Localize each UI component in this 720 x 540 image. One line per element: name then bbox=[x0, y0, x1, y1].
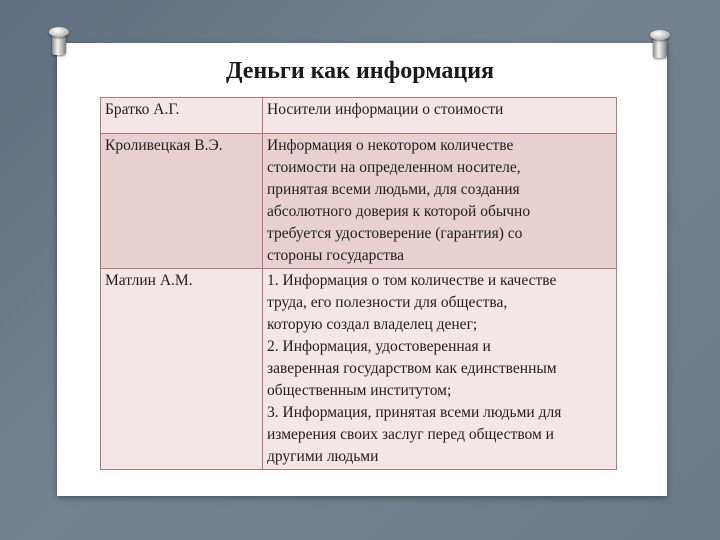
pushpin-icon bbox=[52, 33, 66, 55]
definition-line: 3. Информация, принятая всеми людьми для bbox=[267, 404, 562, 421]
definition-cell bbox=[263, 269, 617, 470]
table-row bbox=[101, 134, 617, 269]
definition-line: стоимости на определенном носителе, bbox=[267, 159, 521, 176]
definition-line: измерения своих заслуг перед обществом и bbox=[267, 426, 554, 443]
author-cell: Братко А.Г. bbox=[101, 98, 263, 134]
table-row bbox=[101, 269, 617, 470]
definition-line: другими людьми bbox=[267, 448, 379, 465]
definition-line: Информация о некотором количестве bbox=[267, 137, 514, 154]
pushpin-icon bbox=[653, 36, 667, 58]
definition-cell bbox=[263, 134, 617, 269]
definition-line: Носители информации о стоимости bbox=[267, 101, 504, 118]
definition-line: стороны государства bbox=[267, 247, 405, 264]
slide-title: Деньги как информация bbox=[225, 58, 495, 84]
definition-line: 1. Информация о том количестве и качестве bbox=[267, 272, 557, 289]
table-row bbox=[101, 98, 617, 134]
definition-line: требуется удостоверение (гарантия) со bbox=[267, 225, 523, 242]
definition-line: общественным институтом; bbox=[267, 382, 452, 399]
definition-line: труда, его полезности для общества, bbox=[267, 294, 508, 311]
definition-line: абсолютного доверия к которой обычно bbox=[267, 203, 531, 220]
definition-line: которую создал владелец денег; bbox=[267, 316, 478, 333]
definitions-table bbox=[100, 97, 617, 470]
definition-line: 2. Информация, удостоверенная и bbox=[267, 338, 491, 355]
author-cell: Матлин А.М. bbox=[101, 269, 263, 470]
definition-line: принятая всеми людьми, для создания bbox=[267, 181, 520, 198]
definition-cell bbox=[263, 98, 617, 134]
author-cell: Кроливецкая В.Э. bbox=[101, 134, 263, 269]
definition-line: заверенная государством как единственным bbox=[267, 360, 557, 377]
